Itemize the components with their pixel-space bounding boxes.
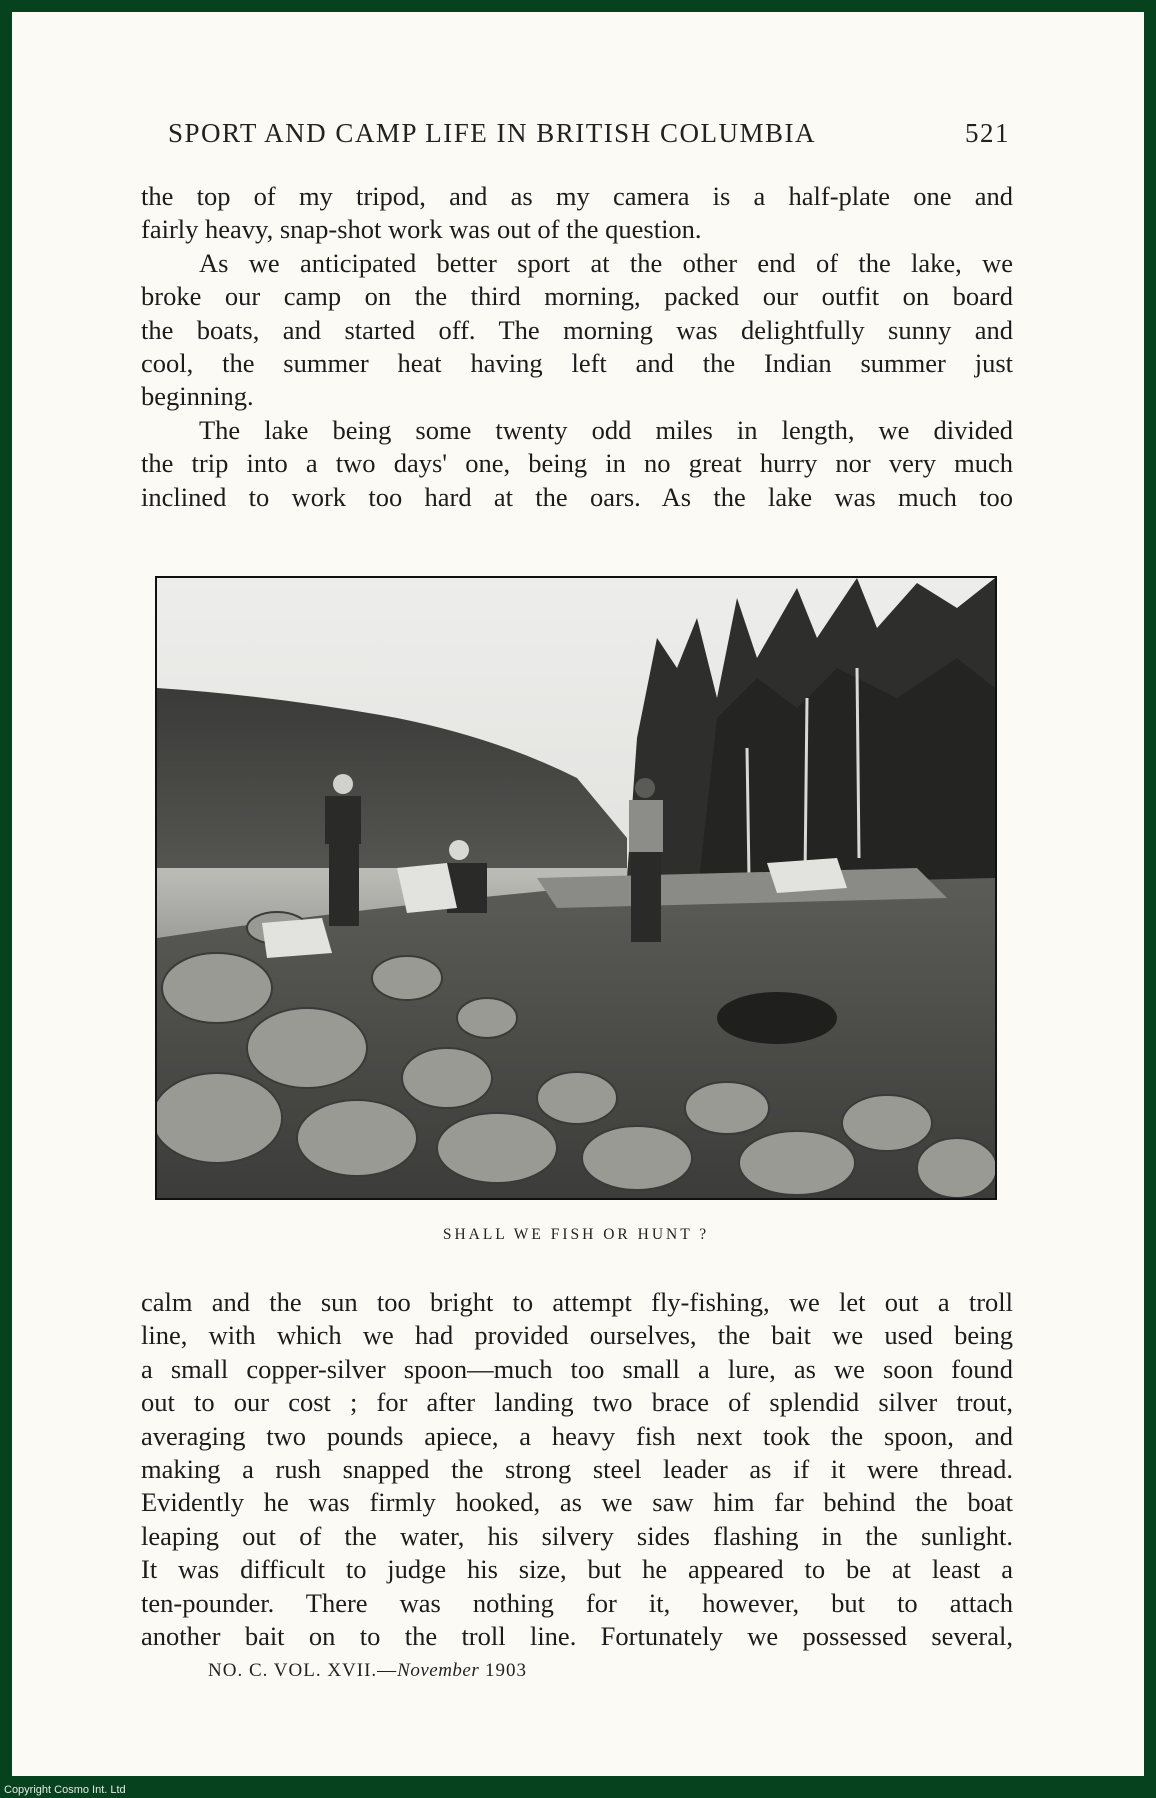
photograph: [155, 576, 997, 1200]
text-line: line, with which we had provided ourselves, the bait we used being: [141, 1320, 1013, 1351]
text-line: It was difficult to judge his size, but he appeared to be at least a: [141, 1554, 1013, 1585]
text-line: making a rush snapped the strong steel leader as if it were thread.: [141, 1454, 1013, 1485]
body-text-bottom: [141, 1286, 1013, 1653]
running-header: [168, 118, 1010, 149]
text-line: out to our cost ; for after landing two brace of splendid silver trout,: [141, 1387, 1013, 1418]
text-line: The lake being some twenty odd miles in length, we divided: [199, 414, 1013, 445]
footer-month: November: [397, 1660, 480, 1681]
text-line: cool, the summer heat having left and the Indian summer just: [141, 348, 1013, 379]
text-line: beginning.: [141, 381, 254, 412]
header-title: SPORT AND CAMP LIFE IN BRITISH COLUMBIA: [168, 118, 816, 148]
page-footer: [208, 1660, 527, 1682]
footer-issue: NO. C. VOL. XVII.—: [208, 1660, 398, 1681]
text-line: the top of my tripod, and as my camera is a half-plate one and: [141, 181, 1013, 211]
text-line: Evidently he was firmly hooked, as we saw him far behind the boat: [141, 1487, 1013, 1518]
text-line: another bait on to the troll line. Fortunately we possessed several,: [141, 1621, 1013, 1652]
text-line: inclined to work too hard at the oars. As the lake was much too: [141, 481, 1013, 512]
photo-caption: SHALL WE FISH OR HUNT ?: [442, 1226, 710, 1243]
page-number: 521: [965, 118, 1010, 148]
text-line: the trip into a two days' one, being in no great hurry nor very much: [141, 448, 1013, 479]
text-line: leaping out of the water, his silvery sides flashing in the sunlight.: [141, 1520, 1013, 1551]
text-line: fairly heavy, snap-shot work was out of the question.: [141, 214, 702, 245]
text-line: averaging two pounds apiece, a heavy fish next took the spoon, and: [141, 1420, 1013, 1451]
text-line: the boats, and started off. The morning was delightfully sunny and: [141, 314, 1013, 345]
text-line: broke our camp on the third morning, packed our outfit on board: [141, 281, 1013, 312]
copyright-notice: Copyright Cosmo Int. Ltd: [4, 1784, 126, 1796]
text-line: calm and the sun too bright to attempt fly-fishing, we let out a troll: [141, 1287, 1013, 1317]
text-line: a small copper-silver spoon—much too small a lure, as we soon found: [141, 1353, 1013, 1384]
body-text-top: [141, 180, 1013, 514]
text-line: ten-pounder. There was nothing for it, however, but to attach: [141, 1587, 1013, 1618]
footer-year: 1903: [479, 1660, 528, 1681]
text-line: As we anticipated better sport at the other end of the lake, we: [199, 247, 1013, 278]
photo-illustration: [157, 578, 995, 1198]
